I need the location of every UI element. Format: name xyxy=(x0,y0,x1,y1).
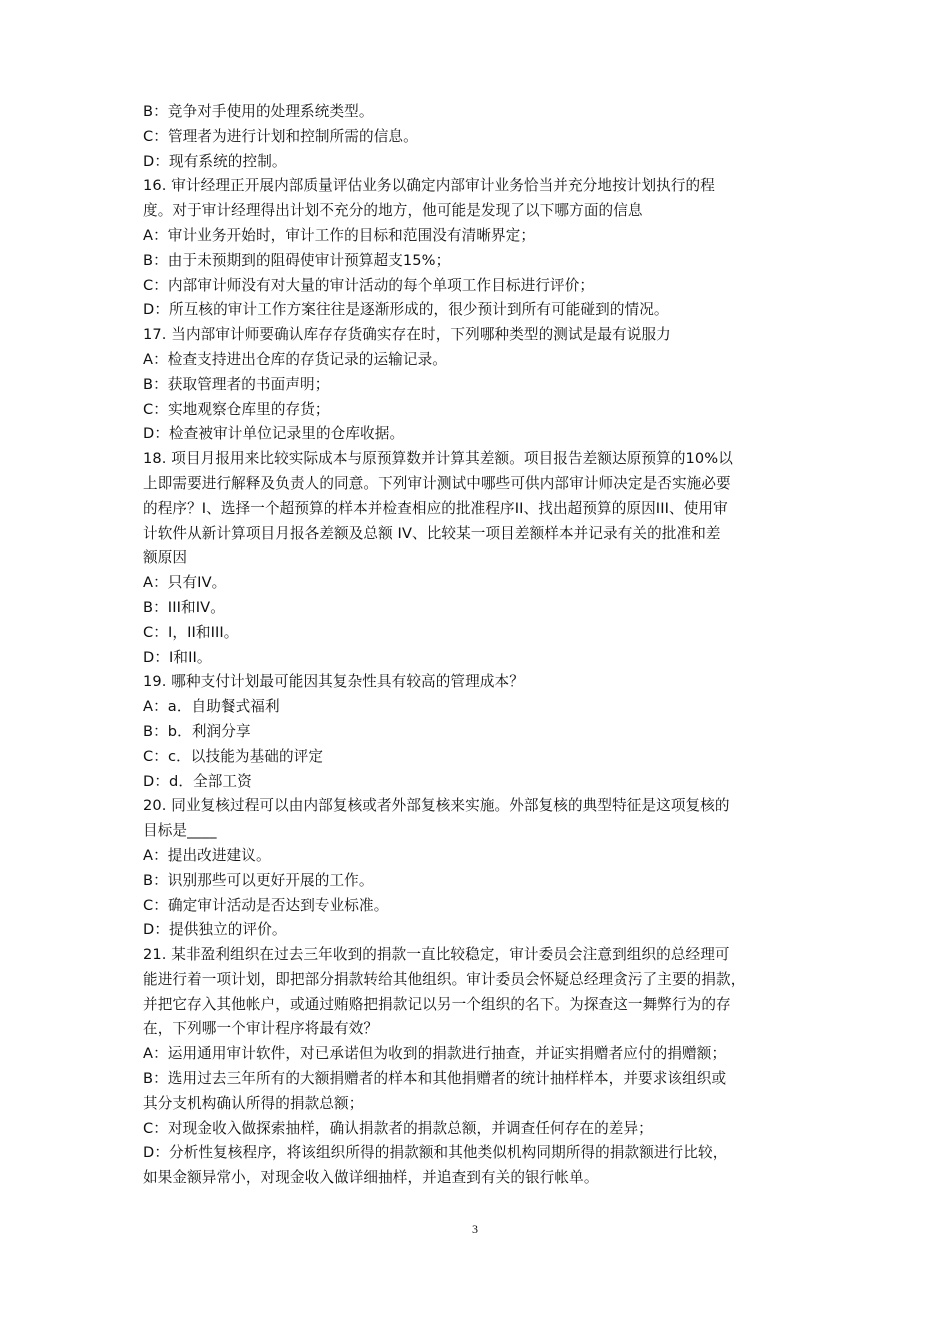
text-line: 16. 审计经理正开展内部质量评估业务以确定内部审计业务恰当并充分地按计划执行的程 xyxy=(143,177,715,195)
text-line: C：实地观察仓库里的存货； xyxy=(143,400,330,418)
text-line: A：运用通用审计软件，对已承诺但为收到的捐款进行抽查，并证实捐赠者应付的捐赠额； xyxy=(143,1045,727,1063)
page-number: 3 xyxy=(472,1222,478,1236)
text-line: B：由于未预期到的阻碍使审计预算超支15%； xyxy=(143,251,451,269)
text-line: 其分支机构确认所得的捐款总额； xyxy=(143,1094,364,1112)
text-line: C：内部审计师没有对大量的审计活动的每个单项工作目标进行评价； xyxy=(143,276,595,294)
text-line: 19. 哪种支付计划最可能因其复杂性具有较高的管理成本？ xyxy=(143,673,524,691)
text-line: 并把它存入其他帐户，或通过贿赂把捐款记以另一个组织的名下。为探查这一舞弊行为的存 xyxy=(143,995,731,1013)
text-line: B：选用过去三年所有的大额捐赠者的样本和其他捐赠者的统计抽样样本，并要求该组织或 xyxy=(143,1070,727,1088)
text-line: A：审计业务开始时，审计工作的目标和范围没有清晰界定； xyxy=(143,226,536,244)
text-line: C：I，II和III。 xyxy=(143,623,239,641)
text-line: 在，下列哪一个审计程序将最有效？ xyxy=(143,1020,379,1038)
text-line: D：所互核的审计工作方案往往是逐渐形成的，很少预计到所有可能碰到的情况。 xyxy=(143,301,669,319)
text-line: A：提出改进建议。 xyxy=(143,846,271,864)
text-line: 17. 当内部审计师要确认库存存货确实存在时，下列哪种类型的测试是最有说服力 xyxy=(143,326,671,344)
text-line: 目标是____ xyxy=(143,822,217,840)
text-line: D：提供独立的评价。 xyxy=(143,921,287,939)
text-line: C：确定审计活动是否达到专业标准。 xyxy=(143,896,389,914)
text-line: C：对现金收入做探索抽样，确认捐款者的捐款总额，并调查任何存在的差异； xyxy=(143,1119,653,1137)
text-line: 21. 某非盈利组织在过去三年收到的捐款一直比较稳定，审计委员会注意到组织的总经理可 xyxy=(143,946,730,964)
text-line: C：c．以技能为基础的评定 xyxy=(143,747,324,765)
text-line: 如果金额异常小，对现金收入做详细抽样，并追查到有关的银行帐单。 xyxy=(143,1169,599,1187)
text-line: 能进行着一项计划，即把部分捐款转给其他组织。审计委员会怀疑总经理贪污了主要的捐款， xyxy=(143,970,746,988)
text-line: B：III和IV。 xyxy=(143,598,225,616)
text-line: B：识别那些可以更好开展的工作。 xyxy=(143,871,374,889)
text-line: 18. 项目月报用来比较实际成本与原预算数并计算其差额。项目报告差额达原预算的10%以 xyxy=(143,450,733,468)
text-line: A：检查支持进出仓库的存货记录的运输记录。 xyxy=(143,350,447,368)
text-line: D：I和II。 xyxy=(143,648,212,666)
text-line: A：只有IV。 xyxy=(143,574,227,592)
text-line: 额原因 xyxy=(143,549,188,567)
text-line: 上即需要进行解释及负责人的同意。下列审计测试中哪些可供内部审计师决定是否实施必要 xyxy=(143,474,731,492)
text-line: 20. 同业复核过程可以由内部复核或者外部复核来实施。外部复核的典型特征是这项复核的 xyxy=(143,797,730,815)
text-line: 度。对于审计经理得出计划不充分的地方，他可能是发现了以下哪方面的信息 xyxy=(143,202,643,220)
text-line: C：管理者为进行计划和控制所需的信息。 xyxy=(143,127,418,145)
text-line: B：竞争对手使用的处理系统类型。 xyxy=(143,103,374,120)
text-line: D：分析性复核程序，将该组织所得的捐款额和其他类似机构同期所得的捐款额进行比较， xyxy=(143,1144,728,1162)
text-line: D：现有系统的控制。 xyxy=(143,152,287,170)
text-line: B：获取管理者的书面声明； xyxy=(143,375,330,393)
text-line: 计软件从新计算项目月报各差额及总额 IV、比较某一项目差额样本并记录有关的批准和差 xyxy=(143,524,721,542)
page-content xyxy=(143,100,811,1191)
text-line: D：检查被审计单位记录里的仓库收据。 xyxy=(143,425,405,443)
text-line: A：a．自助餐式福利 xyxy=(143,698,280,716)
text-line: 的程序？I、选择一个超预算的样本并检查相应的批准程序II、找出超预算的原因III、使用审 xyxy=(143,499,728,517)
text-line: D：d．全部工资 xyxy=(143,772,252,790)
text-line: B：b．利润分享 xyxy=(143,722,251,740)
